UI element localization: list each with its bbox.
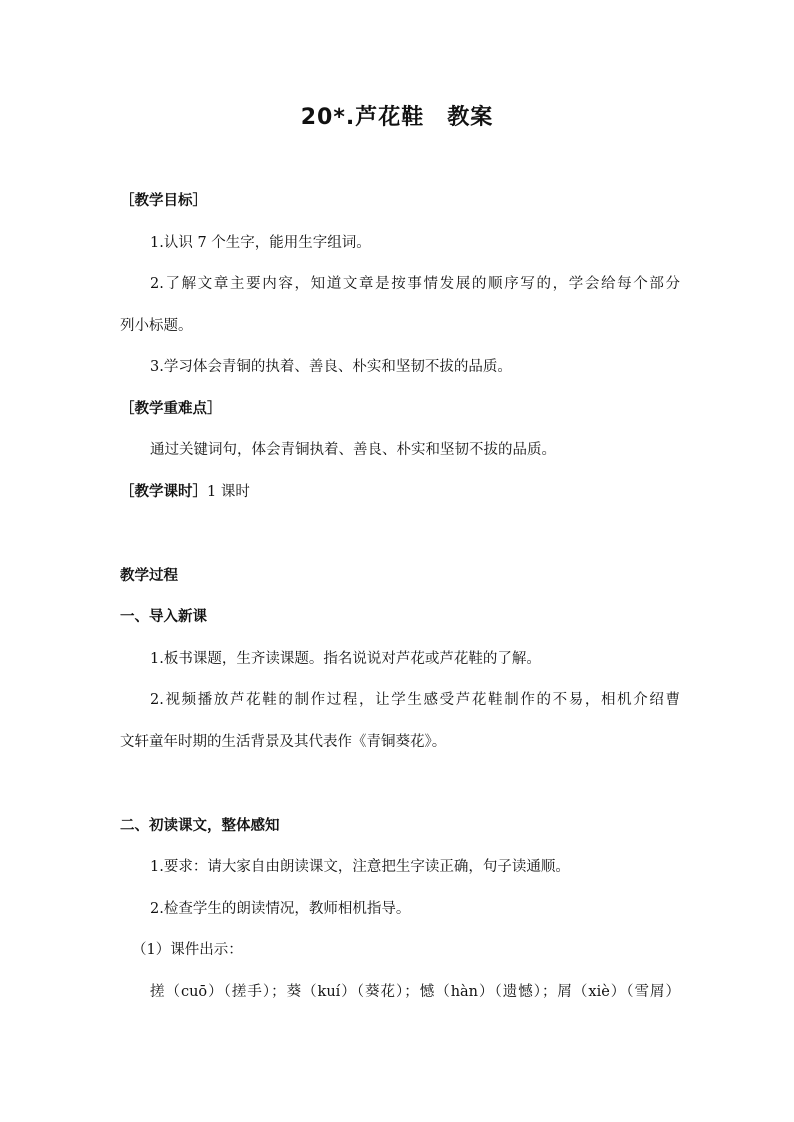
section2-heading: 二、初读课文，整体感知: [120, 818, 280, 834]
vocabulary-line: 搓（cuō）（搓手）；葵（kuí）（葵花）；憾（hàn）（遗憾）；屑（xiè）（雪屑）: [150, 984, 680, 1000]
hours-line: [120, 481, 680, 503]
section1-item-1: 1.板书课题，生齐读课题。指名说说对芦花或芦花鞋的了解。: [150, 651, 541, 667]
objective-item-2-continued: 列小标题。: [120, 318, 193, 334]
process-heading: 教学过程: [120, 568, 178, 584]
section1-item-2: 2.视频播放芦花鞋的制作过程，让学生感受芦花鞋制作的不易，相机介绍曹: [150, 692, 680, 708]
section2-item-2: 2.检查学生的朗读情况，教师相机指导。: [150, 901, 411, 917]
hours-value: 1 课时: [207, 484, 250, 500]
key-points-text: 通过关键词句，体会青铜执着、善良、朴实和坚韧不拔的品质。: [150, 442, 556, 458]
hours-heading: ［教学课时］: [120, 484, 207, 500]
document-title: 20*.芦花鞋 教案: [300, 105, 494, 130]
section1-item-2-continued: 文轩童年时期的生活背景及其代表作《青铜葵花》。: [120, 734, 447, 750]
section2-item-3: （1）课件出示：: [132, 942, 243, 958]
objectives-heading: ［教学目标］: [120, 193, 207, 209]
key-points-heading: ［教学重难点］: [120, 401, 222, 417]
section1-heading: 一、导入新课: [120, 609, 207, 625]
objective-item-3: 3.学习体会青铜的执着、善良、朴实和坚韧不拔的品质。: [150, 359, 512, 375]
section2-item-1: 1.要求：请大家自由朗读课文，注意把生字读正确，句子读通顺。: [150, 859, 570, 875]
objective-item-2: 2.了解文章主要内容，知道文章是按事情发展的顺序写的，学会给每个部分: [150, 276, 680, 292]
objective-item-1: 1.认识 7 个生字，能用生字组词。: [150, 235, 371, 251]
